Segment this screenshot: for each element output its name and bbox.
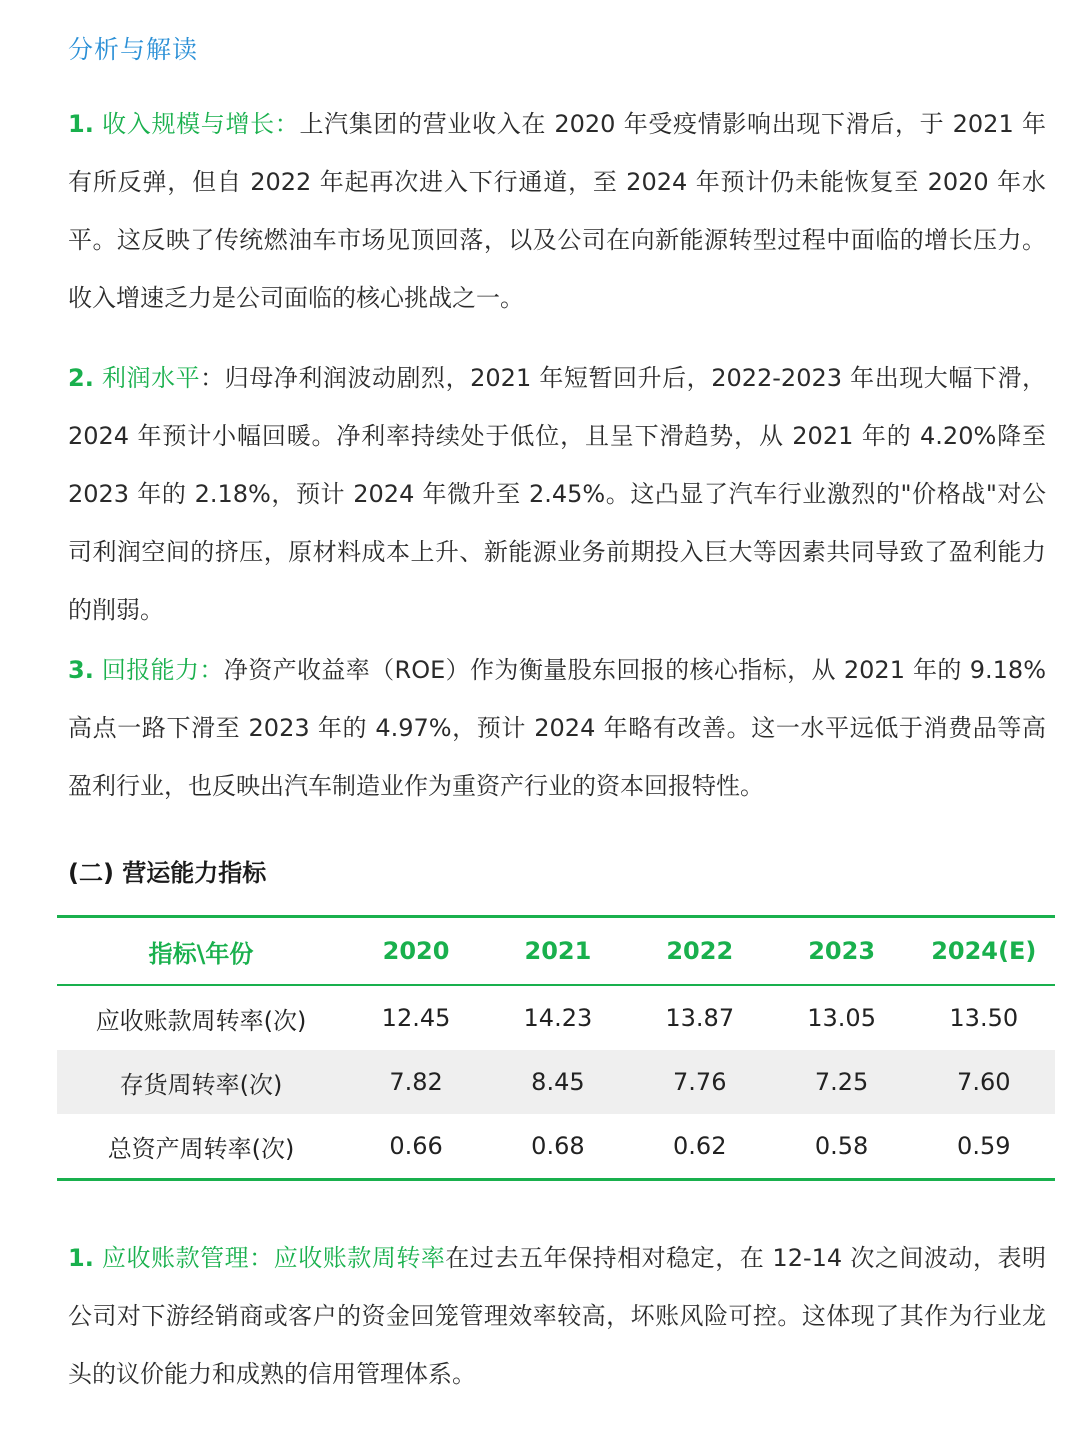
section-heading-analysis: 分析与解读: [68, 35, 199, 64]
point-index: 1.: [68, 110, 94, 138]
table-cell: 7.60: [957, 1068, 1011, 1096]
table-header-cell: 2023: [808, 937, 876, 965]
table-cell: 14.23: [523, 1004, 593, 1032]
table-header-cell: 2022: [666, 937, 734, 965]
table-cell: 0.68: [531, 1132, 585, 1160]
table-cell: 0.66: [389, 1132, 443, 1160]
table-cell: 7.76: [673, 1068, 727, 1096]
table-cell: 0.58: [814, 1132, 869, 1160]
table-cell: 0.59: [957, 1132, 1011, 1160]
section-heading-operating: (二) 营运能力指标: [68, 859, 267, 887]
point-body: 上汽集团的营业收入在 2020 年受疫情影响出现下滑后，于 2021 年有所反弹，但自 2022 年起再次进入下行通道，至 2024 年预计仍未能恢复至 2020 年水平。这反映了传统燃油车市场见顶回落，以及公司在向新能源转型过程中面临的增长压力。收入增速乏力是公司面临的核心挑战之一。: [68, 110, 1047, 312]
table-row-label: 应收账款周转率(次): [95, 1006, 307, 1035]
table-row: [57, 1050, 1055, 1114]
table-cell: 0.62: [673, 1132, 727, 1160]
table-cell: 7.82: [389, 1068, 443, 1096]
point-title: 利润水平: [102, 364, 201, 392]
point-body: 净资产收益率（ROE）作为衡量股东回报的核心指标，从 2021 年的 9.18%高点一路下滑至 2023 年的 4.97%，预计 2024 年略有改善。这一水平远低于消费品等高盈利行业，也反映出汽车制造业作为重资产行业的资本回报特性。: [68, 656, 1047, 800]
point-body: ：归母净利润波动剧烈，2021 年短暂回升后，2022-2023 年出现大幅下滑，2024 年预计小幅回暖。净利率持续处于低位，且呈下滑趋势，从 2021 年的 4.20%降至 2023 年的 2.18%，预计 2024 年微升至 2.45%。这凸显了汽车行业激烈的"价格战"对公司利润空间的挤压，原材料成本上升、新能源业务前期投入巨大等因素共同导致了盈利能力的削弱。: [68, 364, 1046, 624]
point-index: 2.: [68, 364, 94, 392]
table-cell: 12.45: [381, 1004, 451, 1032]
table-cell: 13.50: [949, 1004, 1019, 1032]
table-row: [57, 1114, 1055, 1180]
table-row-label: 总资产周转率(次): [107, 1134, 295, 1163]
analysis-point-1: [68, 95, 1046, 327]
point-index: 1.: [68, 1244, 94, 1272]
table-cell: 13.05: [807, 1004, 876, 1032]
analysis-point-3: [68, 641, 1046, 815]
table-header-cell: 2021: [524, 937, 592, 965]
table-header-cell: 2020: [382, 937, 450, 965]
analysis-point-2: [68, 349, 1046, 639]
table-header-cell: 2024(E): [931, 937, 1037, 965]
point-title: 回报能力：: [101, 656, 224, 684]
table-row: [57, 985, 1055, 1050]
operating-point-1: [68, 1229, 1046, 1403]
operating-metrics-table: [57, 915, 1055, 1181]
table-cell: 8.45: [531, 1068, 585, 1096]
point-highlight: 应收账款周转率: [273, 1244, 446, 1272]
point-title: 收入规模与增长：: [102, 110, 300, 138]
point-title: 应收账款管理：: [102, 1244, 274, 1272]
table-cell: 7.25: [814, 1068, 869, 1096]
point-body: 在过去五年保持相对稳定，在 12-14 次之间波动，表明公司对下游经销商或客户的资金回笼管理效率较高，坏账风险可控。这体现了其作为行业龙头的议价能力和成熟的信用管理体系。: [68, 1244, 1047, 1388]
table-header-row: [57, 917, 1055, 986]
table-header-cell: 指标\年份: [148, 939, 254, 968]
table-row-label: 存货周转率(次): [119, 1070, 283, 1099]
point-index: 3.: [68, 656, 94, 684]
table-cell: 13.87: [665, 1004, 735, 1032]
